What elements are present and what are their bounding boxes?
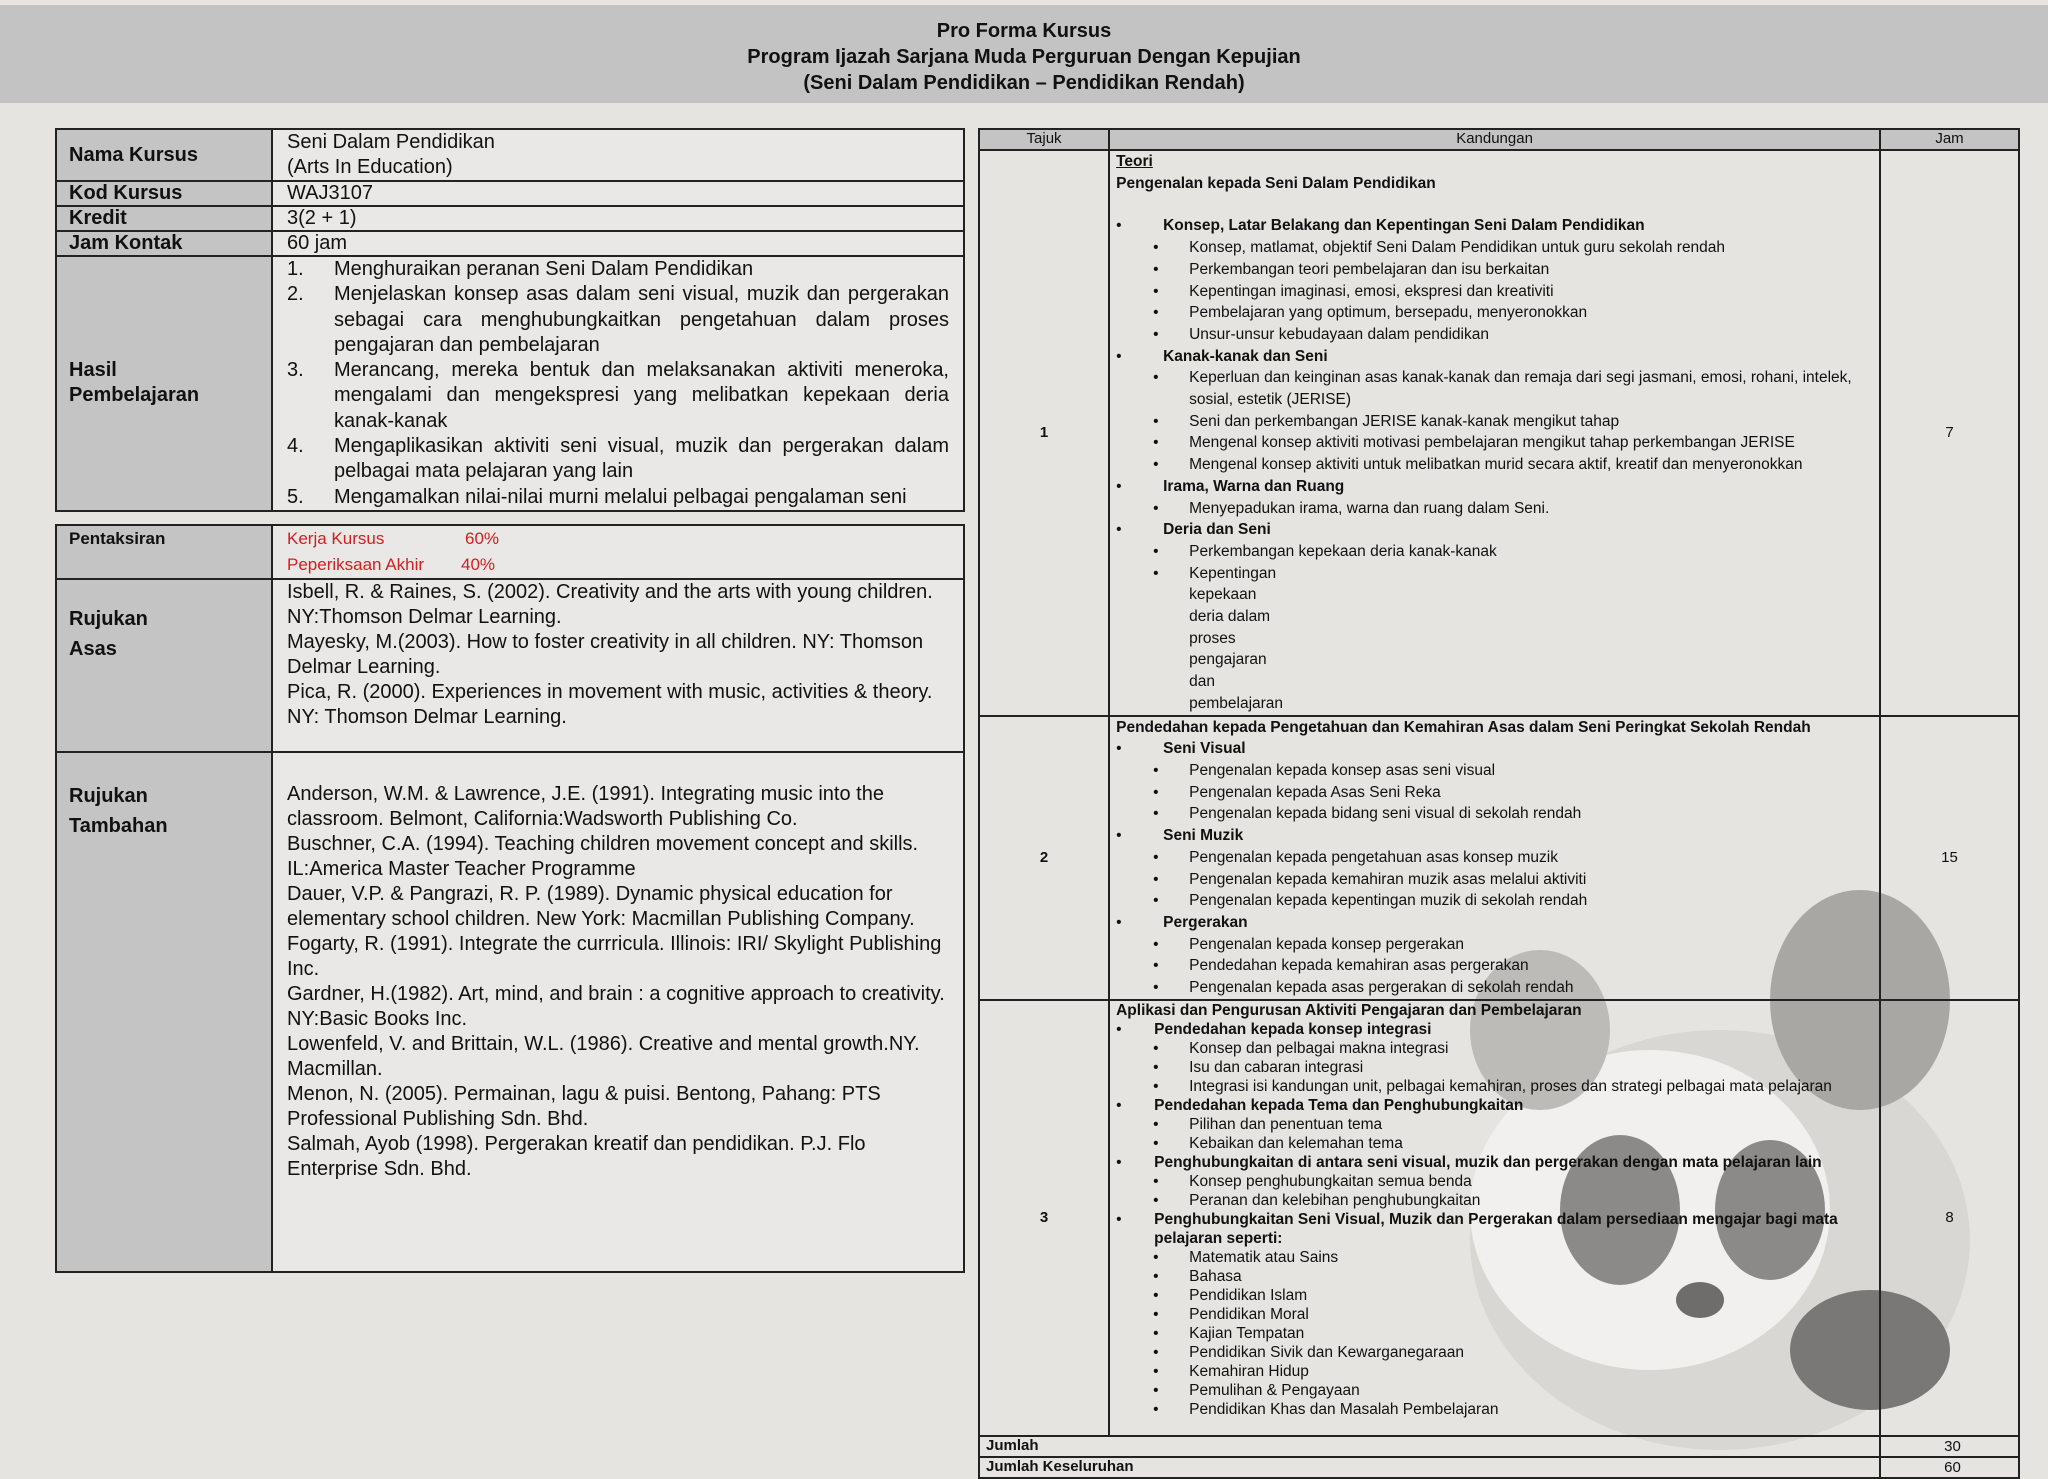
list-item: • Keperluan dan keinginan asas kanak-kanak dan remaja dari segi jasmani, emosi, rohani, intelek, sosial, estetik (JERISE) (1116, 367, 1873, 410)
group-heading: • Seni Muzik (1116, 825, 1873, 847)
list-item: • Pengenalan kepada pengetahuan asas konsep muzik (1116, 847, 1873, 869)
group-heading: • Pendedahan kepada konsep integrasi (1116, 1020, 1873, 1039)
list-item: • Pembelajaran yang optimum, bersepadu, menyeronokkan (1116, 302, 1873, 324)
group-heading: • Pergerakan (1116, 912, 1873, 934)
list-item: 1. Menghuraikan peranan Seni Dalam Pendidikan (287, 258, 754, 280)
list-item: 4. Mengaplikasikan aktiviti seni visual, muzik dan pergerakan dalam pelbagai mata pelajaran yang lain (287, 435, 949, 483)
section-title: Aplikasi dan Pengurusan Aktiviti Pengajaran dan Pembelajaran (1116, 1001, 1582, 1019)
group-heading: • Pendedahan kepada Tema dan Penghubungkaitan (1116, 1096, 1873, 1115)
list-item: • Isu dan cabaran integrasi (1116, 1058, 1873, 1077)
list-item: • Konsep, matlamat, objektif Seni Dalam Pendidikan untuk guru sekolah rendah (1116, 237, 1873, 259)
list-item: 2. Menjelaskan konsep asas dalam seni visual, muzik dan pergerakan sebagai cara menghubungkaitkan pengetahuan dalam proses pengajaran dan pembelajaran (287, 283, 949, 356)
list-item: • Konsep penghubungkaitan semua benda (1116, 1172, 1873, 1191)
list-item: • Kepentingan imaginasi, emosi, ekspresi dan kreativiti (1116, 281, 1873, 303)
document-header (0, 5, 2048, 103)
rujukan-asas-label: Rujukan Asas (56, 579, 272, 752)
reference-item: Fogarty, R. (1991). Integrate the currricula. Illinois: IRI/ Skylight Publishing Inc. (287, 933, 942, 980)
jam-kontak-value: 60 jam (272, 231, 964, 256)
list-item: 5. Mengamalkan nilai-nilai murni melalui pelbagai pengalaman seni (287, 485, 907, 508)
group-heading: • Kanak-kanak dan Seni (1116, 346, 1873, 368)
jumlah-label: Jumlah (979, 1436, 1880, 1457)
list-item: • Pengenalan kepada kepentingan muzik di sekolah rendah (1116, 890, 1873, 912)
header-kandungan: Kandungan (1109, 129, 1880, 150)
nama-kursus-label: Nama Kursus (56, 129, 272, 181)
assessment-references-table (55, 524, 965, 1273)
list-item: • Pengenalan kepada kemahiran muzik asas melalui aktiviti (1116, 869, 1873, 891)
content-table (978, 128, 2020, 1479)
list-item: • Matematik atau Sains (1116, 1248, 1873, 1267)
nama-kursus-value: Seni Dalam Pendidikan (Arts In Education) (272, 129, 964, 181)
teori-label: Teori (1116, 153, 1153, 170)
jumlah-keseluruhan-value: 60 (1880, 1457, 2019, 1478)
jumlah-value: 30 (1880, 1436, 2019, 1457)
list-item: • Pengenalan kepada bidang seni visual di sekolah rendah (1116, 803, 1873, 825)
list-item: • Pilihan dan penentuan tema (1116, 1115, 1873, 1134)
section-title: Pengenalan kepada Seni Dalam Pendidikan (1116, 174, 1436, 192)
rujukan-tambahan-label: Rujukan Tambahan (56, 752, 272, 1272)
pentaksiran-label: Pentaksiran (56, 525, 272, 579)
topic-hours: 7 (1880, 150, 2019, 716)
list-item: • Pendidikan Islam (1116, 1286, 1873, 1305)
reference-item: Salmah, Ayob (1998). Pergerakan kreatif dan pendidikan. P.J. Flo Enterprise Sdn. Bhd. (287, 1133, 866, 1180)
reference-item: Menon, N. (2005). Permainan, lagu & puisi. Bentong, Pahang: PTS Professional Publishing Sdn. Bhd. (287, 1083, 881, 1130)
kredit-value: 3(2 + 1) (272, 206, 964, 231)
header-subtitle: (Seni Dalam Pendidikan – Pendidikan Rendah) (803, 72, 1245, 94)
list-item: • Mengenal konsep aktiviti motivasi pembelajaran mengikut tahap perkembangan JERISE (1116, 432, 1873, 454)
reference-item: Gardner, H.(1982). Art, mind, and brain : a cognitive approach to creativity. NY:Basic Books Inc. (287, 983, 945, 1030)
topic-hours: 15 (1880, 716, 2019, 1000)
topic-content (1109, 150, 1880, 716)
list-item: 3. Merancang, mereka bentuk dan melaksanakan aktiviti meneroka, mengalami dan mengekspresi yang melibatkan kepekaan deria kanak-kanak (287, 359, 949, 432)
list-item: • Pengenalan kepada asas pergerakan di sekolah rendah (1116, 977, 1873, 999)
section-title: Pendedahan kepada Pengetahuan dan Kemahiran Asas dalam Seni Peringkat Sekolah Rendah (1116, 718, 1811, 736)
list-item: • Unsur-unsur kebudayaan dalam pendidikan (1116, 324, 1873, 346)
header-jam: Jam (1880, 129, 2019, 150)
topic-content (1109, 716, 1880, 1000)
jumlah-keseluruhan-label: Jumlah Keseluruhan (979, 1457, 1880, 1478)
reference-item: Lowenfeld, V. and Brittain, W.L. (1986). Creative and mental growth.NY. Macmillan. (287, 1033, 920, 1080)
jam-kontak-label: Jam Kontak (56, 231, 272, 256)
course-info-table (55, 128, 965, 512)
list-item: • Peranan dan kelebihan penghubungkaitan (1116, 1191, 1873, 1210)
hasil-pembelajaran-list (272, 256, 964, 511)
header-tajuk: Tajuk (979, 129, 1109, 150)
list-item: • Pendidikan Khas dan Masalah Pembelajaran (1116, 1400, 1873, 1419)
kredit-label: Kredit (56, 206, 272, 231)
list-item: • Seni dan perkembangan JERISE kanak-kanak mengikut tahap (1116, 411, 1873, 433)
group-heading: • Penghubungkaitan Seni Visual, Muzik dan Pergerakan dalam persediaan mengajar bagi mata pelajaran seperti: (1116, 1210, 1873, 1248)
list-item: • Pengenalan kepada Asas Seni Reka (1116, 782, 1873, 804)
list-item: • Menyepadukan irama, warna dan ruang dalam Seni. (1116, 498, 1873, 520)
list-item: • Mengenal konsep aktiviti untuk melibatkan murid secara aktif, kreatif dan menyeronokkan (1116, 454, 1873, 476)
list-item: • Konsep dan pelbagai makna integrasi (1116, 1039, 1873, 1058)
pentaksiran-value: Kerja Kursus 60% Peperiksaan Akhir 40% (272, 525, 964, 579)
topic-number: 2 (979, 716, 1109, 1000)
list-item: • Kemahiran Hidup (1116, 1362, 1873, 1381)
list-item: • Kajian Tempatan (1116, 1324, 1873, 1343)
list-item: • Bahasa (1116, 1267, 1873, 1286)
group-heading: • Seni Visual (1116, 738, 1873, 760)
reference-item: Isbell, R. & Raines, S. (2002). Creativity and the arts with young children. NY:Thomson Delmar Learning. (287, 581, 933, 628)
list-item: • Kebaikan dan kelemahan tema (1116, 1134, 1873, 1153)
rujukan-tambahan-list (272, 752, 964, 1272)
reference-item: Dauer, V.P. & Pangrazi, R. P. (1989). Dynamic physical education for elementary school children. New York: Macmillan Publishing Company. (287, 883, 915, 930)
list-item: • Pendidikan Sivik dan Kewarganegaraan (1116, 1343, 1873, 1362)
list-item: • Pengenalan kepada konsep asas seni visual (1116, 760, 1873, 782)
topic-hours: 8 (1880, 1000, 2019, 1436)
list-item: • Kepentingan kepekaan deria dalam proses pengajaran dan pembelajaran (1116, 563, 1873, 715)
reference-item: Anderson, W.M. & Lawrence, J.E. (1991). Integrating music into the classroom. Belmont, California:Wadsworth Publishing Co. (287, 783, 884, 830)
header-program: Program Ijazah Sarjana Muda Perguruan Dengan Kepujian (747, 46, 1301, 68)
header-title: Pro Forma Kursus (936, 20, 1112, 42)
topic-content (1109, 1000, 1880, 1436)
topic-number: 3 (979, 1000, 1109, 1436)
kod-kursus-value: WAJ3107 (272, 181, 964, 206)
reference-item: Pica, R. (2000). Experiences in movement with music, activities & theory. NY: Thomson Delmar Learning. (287, 681, 933, 728)
list-item: • Integrasi isi kandungan unit, pelbagai kemahiran, proses dan strategi pelbagai mata pelajaran (1116, 1077, 1873, 1096)
group-heading: • Penghubungkaitan di antara seni visual, muzik dan pergerakan dengan mata pelajaran lain (1116, 1153, 1873, 1172)
topic-number: 1 (979, 150, 1109, 716)
list-item: • Perkembangan kepekaan deria kanak-kanak (1116, 541, 1873, 563)
reference-item: Buschner, C.A. (1994). Teaching children movement concept and skills. IL:America Master Teacher Programme (287, 833, 919, 880)
reference-item: Mayesky, M.(2003). How to foster creativity in all children. NY: Thomson Delmar Learning. (287, 631, 924, 678)
kod-kursus-label: Kod Kursus (56, 181, 272, 206)
group-heading: • Deria dan Seni (1116, 519, 1873, 541)
list-item: • Perkembangan teori pembelajaran dan isu berkaitan (1116, 259, 1873, 281)
list-item: • Pemulihan & Pengayaan (1116, 1381, 1873, 1400)
hasil-pembelajaran-label: Hasil Pembelajaran (56, 256, 272, 511)
rujukan-asas-list (272, 579, 964, 752)
list-item: • Pendidikan Moral (1116, 1305, 1873, 1324)
group-heading: • Konsep, Latar Belakang dan Kepentingan Seni Dalam Pendidikan (1116, 215, 1873, 237)
list-item: • Pengenalan kepada konsep pergerakan (1116, 934, 1873, 956)
list-item: • Pendedahan kepada kemahiran asas pergerakan (1116, 955, 1873, 977)
group-heading: • Irama, Warna dan Ruang (1116, 476, 1873, 498)
